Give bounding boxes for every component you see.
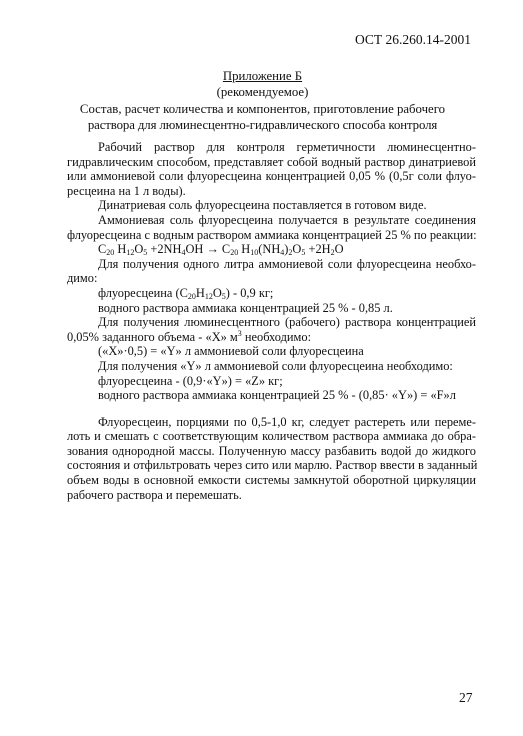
- ammonia-amount: водного раствора аммиака концентрацией 25 % - 0,85 л.: [98, 300, 393, 315]
- paragraph-1-line-3: или аммониевой соли флуоресцеина концентрацией 0,05 % (0,5г соли флуо-: [67, 169, 476, 184]
- page-number: 27: [459, 690, 473, 705]
- paragraph-2: Динатриевая соль флуоресцеина поставляется в готовом виде.: [98, 198, 427, 213]
- appendix-label: Приложение Б: [222, 69, 303, 83]
- appendix-title-line-2: раствора для люминесцентно-гидравлического способа контроля: [87, 117, 438, 132]
- paragraph-7-line-5: объем воды в основной емкости системы замкнутой оборотной циркуляции: [67, 473, 476, 488]
- appendix-heading: [60, 68, 465, 133]
- paragraph-7-line-2: лоть и смешать с соответствующим количеством раствора аммиака до обра-: [67, 429, 476, 444]
- appendix-title-line-1: Состав, расчет количества и компонентов, приготовление рабочего: [79, 101, 446, 116]
- appendix-status: (рекомендуемое): [216, 85, 309, 100]
- paragraph-6-line-3: водного раствора аммиака концентрацией 25 % - (0,85· «Y») = «F»л: [98, 388, 456, 403]
- paragraph-7-line-1: Флуоресцеин, порциями по 0,5-1,0 кг, следует растереть или переме-: [98, 414, 476, 429]
- paragraph-3-line-2: флуоресцеина с водным раствором аммиака концентрацией 25 % по реакции:: [67, 227, 477, 242]
- paragraph-6-line-1: Для получения «Y» л аммониевой соли флуоресцеина необходимо:: [98, 358, 453, 373]
- paragraph-1-line-1: Рабочий раствор для контроля герметичности люминесцентно-: [98, 140, 476, 154]
- paragraph-7-line-4: состояния и отфильтровать через сито или марлю. Раствор ввести в заданный: [67, 458, 478, 473]
- paragraph-7-line-6: рабочего раствора и перемешать.: [67, 487, 242, 502]
- paragraph-5-line-1: Для получения люминесцентного (рабочего) раствора концентрацией: [98, 315, 476, 330]
- paragraph-3-line-1: Аммониевая соль флуоресцеина получается в результате соединения: [98, 212, 476, 227]
- paragraph-1-line-2: гидравлическим способом, представляет собой водный раствор динатриевой: [67, 154, 476, 169]
- paragraph-1-line-4: ресцеина на 1 л воды).: [67, 183, 186, 198]
- reaction-equation: $C_{20}$ $H_{12}O_5 +2NH_4OH \to C_{20}$ $H_{10}(NH_4)_2O_5 +2H_2O$: [98, 242, 344, 258]
- paragraph-4-line-2: димо:: [67, 271, 98, 286]
- document-code: ОСТ 26.260.14-2001: [354, 32, 471, 47]
- paragraph-5-line-2: 0,05% заданного объема - «X» $м^3$ необходимо:: [67, 328, 312, 344]
- fluorescein-amount: флуоресцеина $(C_{20}H_{12}O_5) - 0,9$ кг;: [98, 285, 274, 301]
- paragraph-7-line-3: зования однородной массы. Полученную массу разбавить водой до жидкого: [67, 443, 476, 458]
- document-body: [67, 140, 476, 502]
- paragraph-6-line-2: флуоресцеина - (0,9·«Y») = «Z» кг;: [98, 373, 283, 388]
- paragraph-5-line-3: («X»·0,5) = «Y» л аммониевой соли флуоресцеина: [98, 344, 364, 359]
- paragraph-4-line-1: Для получения одного литра аммониевой соли флуоресцеина необхо-: [98, 256, 476, 271]
